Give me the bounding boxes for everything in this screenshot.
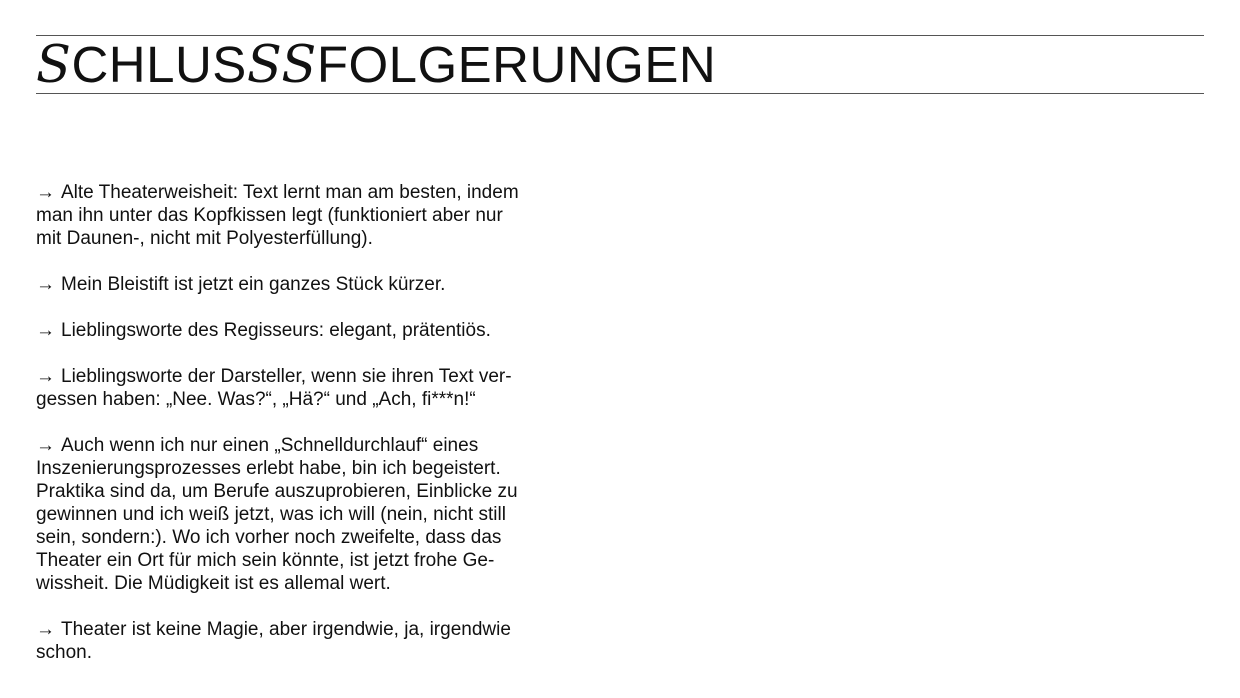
conclusion-paragraph [36,181,626,250]
title-bottom-rule [36,93,1204,94]
arrow-right-icon: → [36,366,55,387]
title-decorative-s: S [36,36,72,95]
line: Theater ist keine Magie, aber irgendwie, ja, irgendwie [61,619,511,640]
line: Lieblingsworte der Darsteller, wenn sie ihren Text ver- [61,366,512,387]
conclusion-paragraph [36,273,626,296]
arrow-right-icon: → [36,320,55,341]
line: man ihn unter das Kopfkissen legt (funktioniert aber nur [36,205,503,226]
line: Inszenierungsprozesses erlebt habe, bin ich begeistert. [36,458,501,479]
arrow-right-icon: → [36,435,55,456]
arrow-right-icon: → [36,274,55,295]
line: sein, sondern:). Wo ich vorher noch zweifelte, dass das [36,527,502,548]
line: schon. [36,642,92,663]
arrow-right-icon: → [36,182,55,203]
line: Lieblingsworte des Regisseurs: elegant, prätentiös. [61,320,491,341]
arrow-right-icon: → [36,619,55,640]
page-title [36,38,716,93]
title-decorative-ss: SS [246,36,317,95]
line: Praktika sind da, um Berufe auszuprobieren, Einblicke zu [36,481,518,502]
conclusion-paragraph [36,434,626,595]
line: Theater ein Ort für mich sein könnte, ist jetzt frohe Ge- [36,550,495,571]
title-text-part: FOLGERUNGEN [316,36,717,93]
line: mit Daunen-, nicht mit Polyesterfüllung). [36,228,373,249]
line: gewinnen und ich weiß jetzt, was ich will (nein, nicht still [36,504,506,525]
line: Mein Bleistift ist jetzt ein ganzes Stück kürzer. [61,274,446,295]
title-text-part: CHLUS [71,36,247,93]
line: wissheit. Die Müdigkeit ist es allemal wert. [36,573,391,594]
conclusions-list [36,181,626,687]
line: Auch wenn ich nur einen „Schnelldurchlauf“ eines [61,435,479,456]
line: gessen haben: „Nee. Was?“, „Hä?“ und „Ach, fi***n!“ [36,389,476,410]
line: Alte Theaterweisheit: Text lernt man am besten, indem [61,182,519,203]
conclusion-paragraph [36,319,626,342]
conclusion-paragraph [36,618,626,664]
conclusion-paragraph [36,365,626,411]
